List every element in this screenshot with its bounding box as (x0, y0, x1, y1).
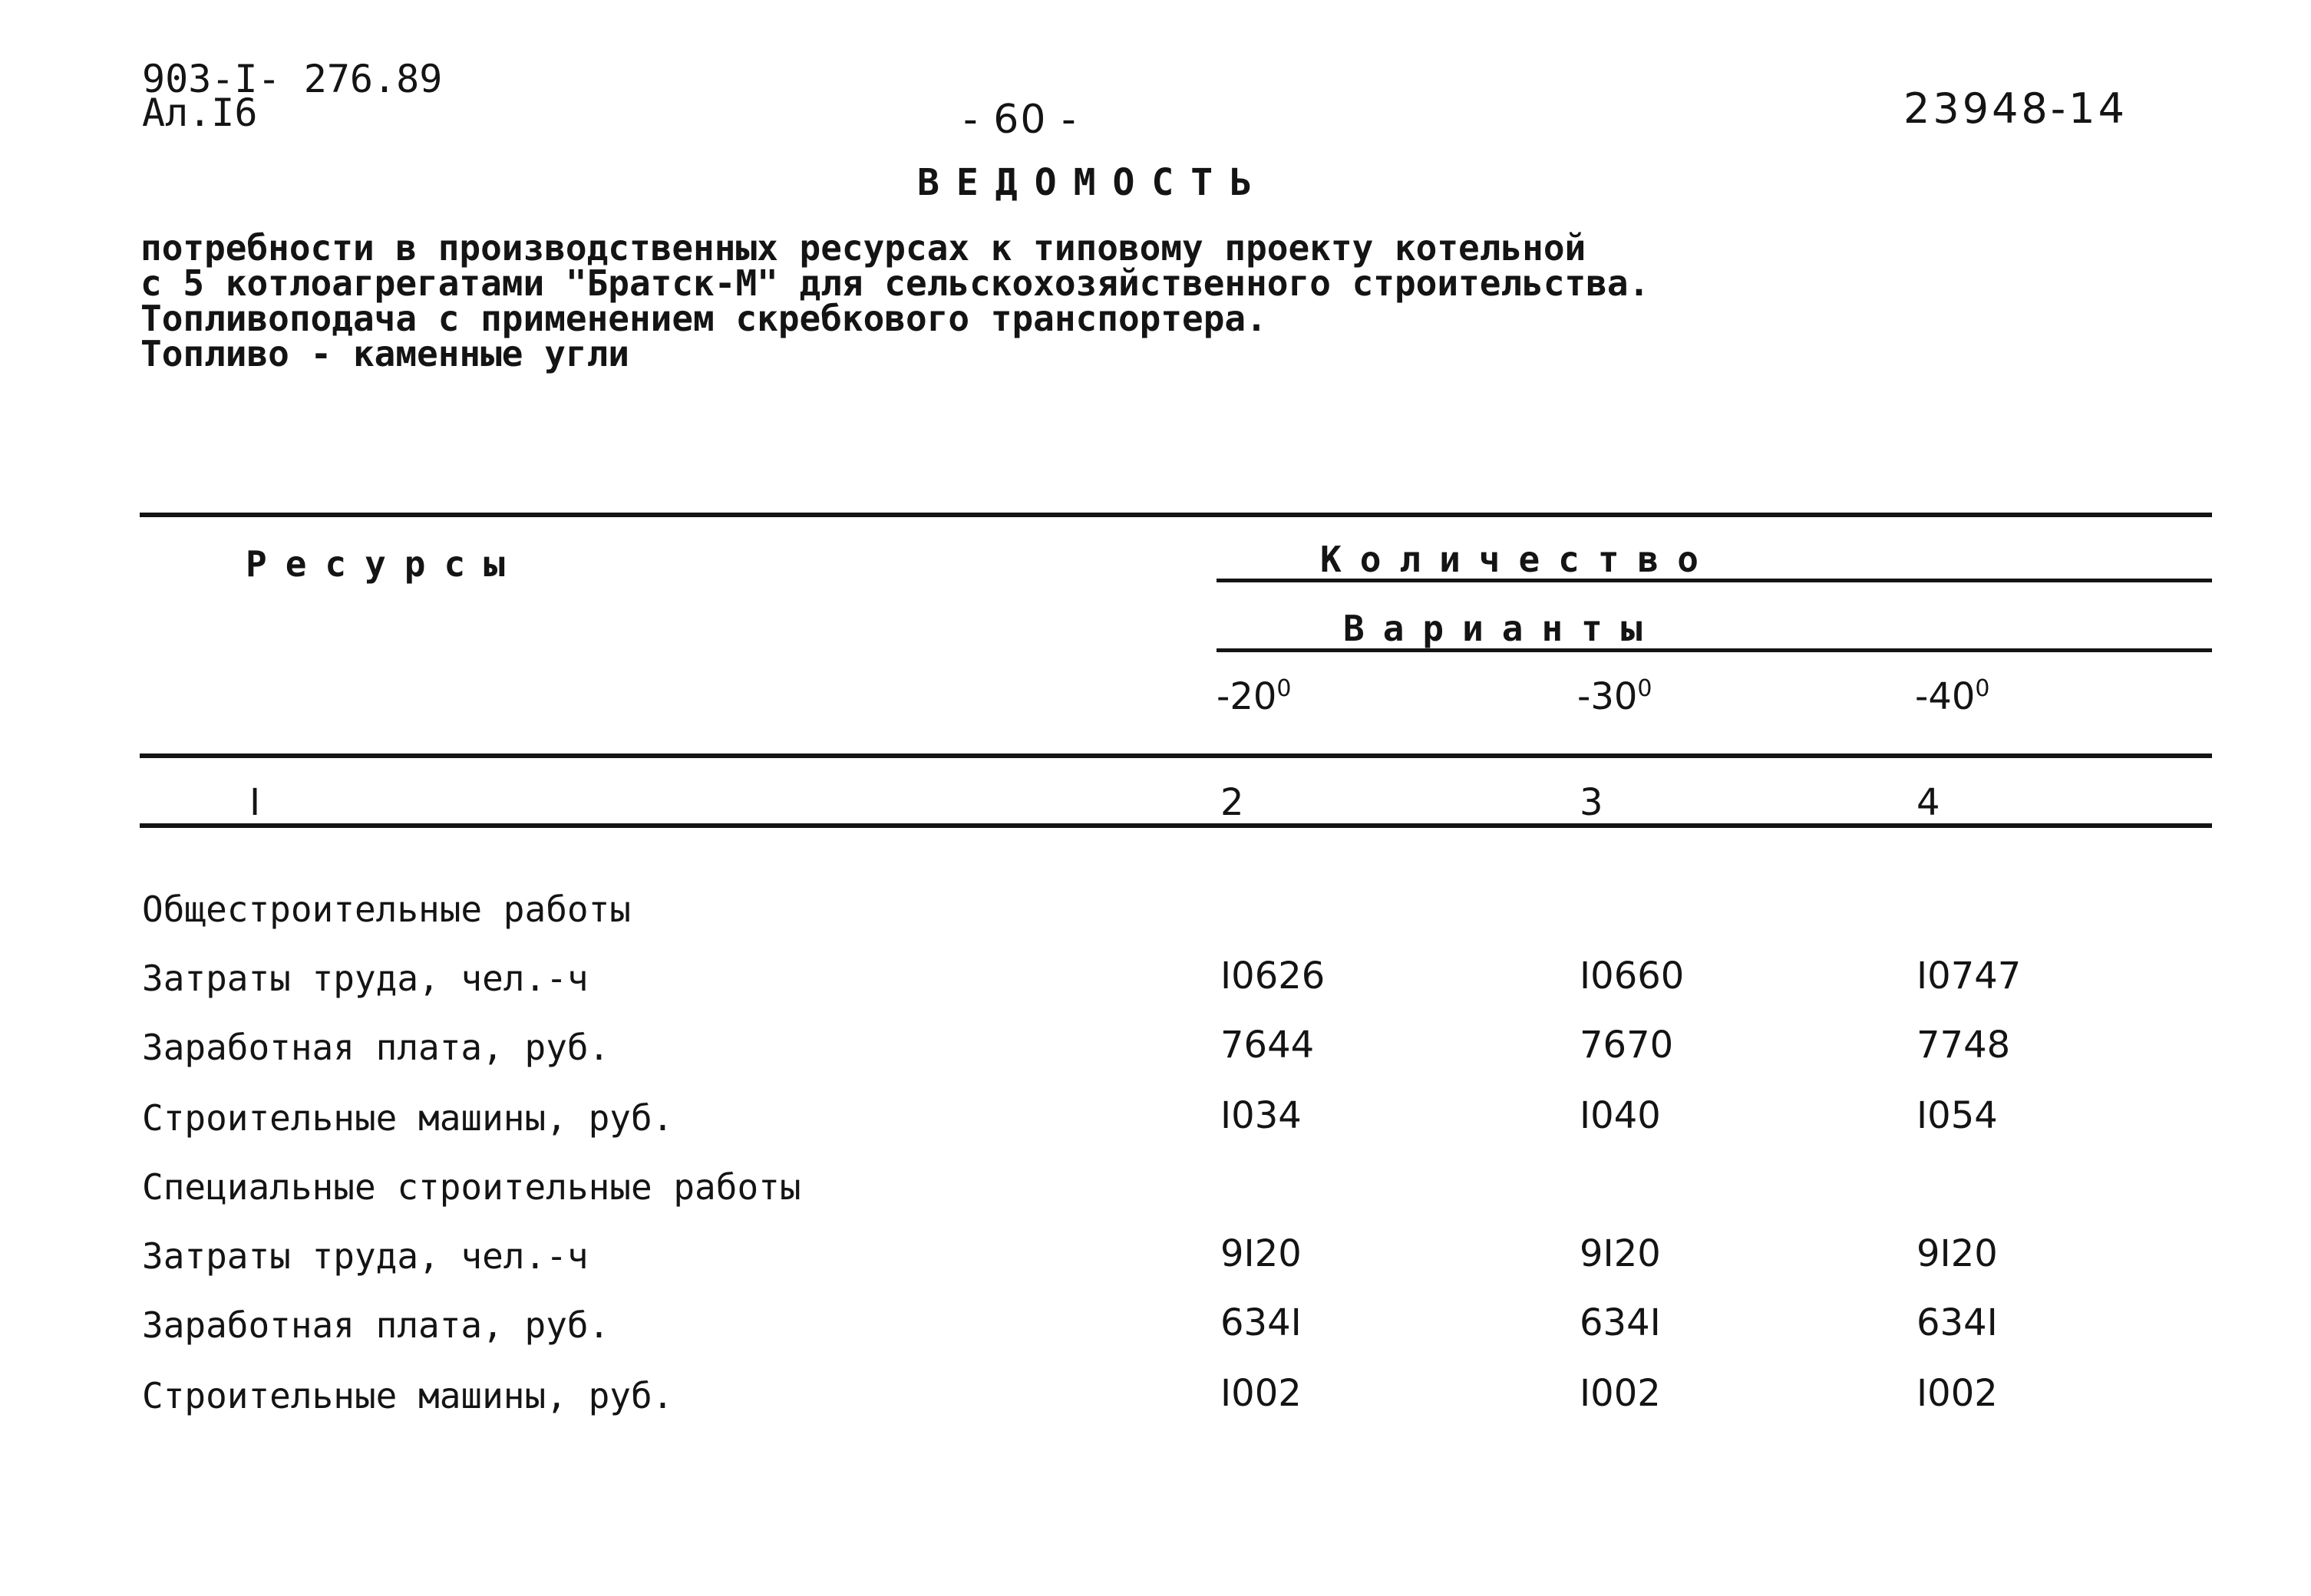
section-heading: Общестроительные работы (142, 889, 631, 930)
table-cell: I034 (1220, 1094, 1302, 1137)
table-row-label: Заработная плата, руб. (142, 1304, 610, 1346)
table-cell: I002 (1220, 1372, 1302, 1415)
table-cell: 634I (1220, 1301, 1302, 1344)
subtitle-line: с 5 котлоагрегатами "Братск-М" для сельскохозяйственного строительства. (140, 262, 1650, 304)
table-row-label: Строительные машины, руб. (142, 1375, 674, 1416)
table-cell: 9I20 (1916, 1232, 1998, 1275)
table-cell: I040 (1580, 1094, 1661, 1137)
archive-number: 23948-14 (1903, 84, 2128, 133)
column-number: 3 (1580, 781, 1603, 824)
column-numbers-rule (140, 823, 2212, 828)
table-top-rule (140, 513, 2212, 517)
table-cell: I002 (1580, 1372, 1661, 1415)
document-title: ВЕДОМОСТЬ (917, 161, 1269, 204)
table-row-label: Затраты труда, чел.-ч (142, 958, 589, 999)
section-heading: Специальные строительные работы (142, 1166, 801, 1208)
column-number: 2 (1220, 781, 1244, 824)
variant-minus-20: $-20^0$ (1217, 675, 1292, 718)
subtitle-line: Топливоподача с применением скребкового транспортера. (140, 298, 1267, 339)
subtitle-line: потребности в производственных ресурсах к типовому проекту котельной (140, 227, 1586, 269)
table-cell: 9I20 (1220, 1232, 1302, 1275)
table-cell: 7644 (1220, 1024, 1315, 1067)
header-resources: Ресурсы (246, 543, 523, 585)
table-cell: I002 (1916, 1372, 1998, 1415)
header-bottom-rule (140, 753, 2212, 758)
page-number: - 60 - (963, 97, 1078, 143)
table-cell: I0626 (1220, 955, 1326, 998)
document-subtitle (140, 227, 1906, 374)
table-cell: 7748 (1916, 1024, 2011, 1067)
table-row-label: Строительные машины, руб. (142, 1097, 674, 1139)
table-cell: 634I (1580, 1301, 1661, 1344)
variant-minus-30: $-30^0$ (1577, 675, 1652, 718)
table-cell: 9I20 (1580, 1232, 1661, 1275)
column-number: 4 (1916, 781, 1940, 824)
variant-minus-40: $-40^0$ (1915, 675, 1990, 718)
header-variants: Варианты (1343, 608, 1661, 649)
header-quantity: Количество (1320, 539, 1717, 580)
column-number: I (249, 781, 261, 824)
table-cell: I0747 (1916, 955, 2022, 998)
table-cell: 7670 (1580, 1024, 1674, 1067)
table-row-label: Затраты труда, чел.-ч (142, 1235, 589, 1277)
table-cell: I0660 (1580, 955, 1685, 998)
table-row-label: Заработная плата, руб. (142, 1027, 610, 1068)
document-code: 903-I- 276.89 (142, 57, 443, 101)
table-cell: I054 (1916, 1094, 1998, 1137)
subtitle-line: Топливо - каменные угли (140, 333, 629, 374)
table-cell: 634I (1916, 1301, 1998, 1344)
sheet-number: Ал.I6 (142, 91, 258, 135)
